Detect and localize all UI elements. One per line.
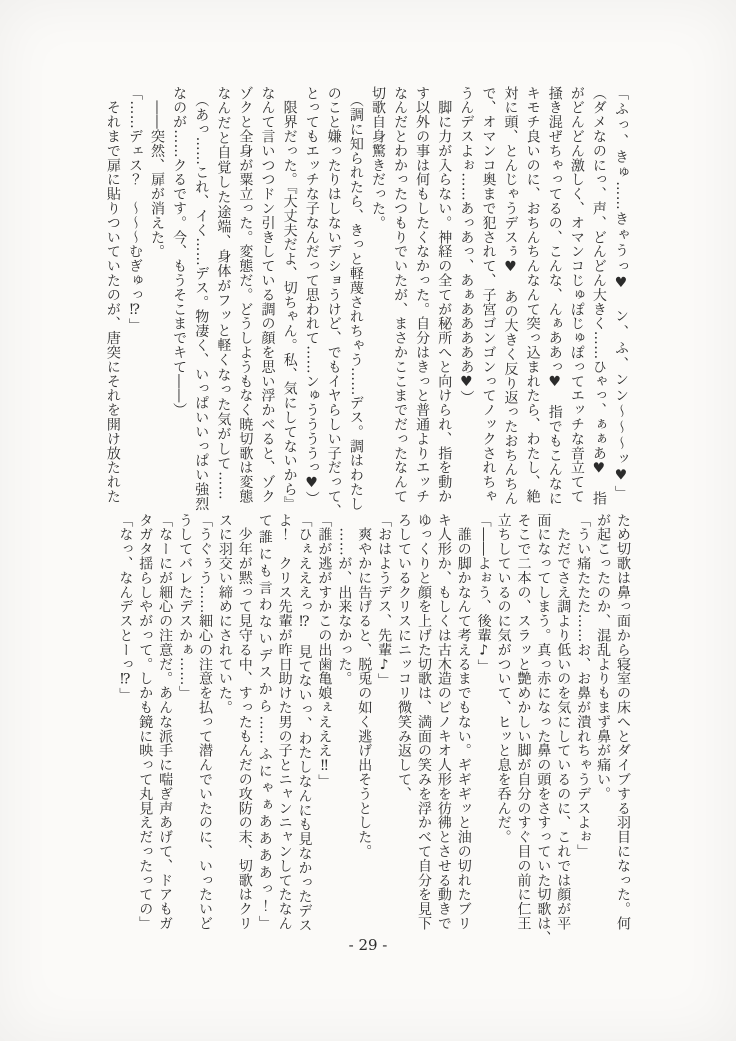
text-column: 「なーにが細心の注意だ。あんな派手に喘ぎ声あげて、ドアもガ: [157, 513, 174, 931]
text-column: 対に頭、とんじゃうデスぅ♥ あの大きく反り返ったおちんちん: [502, 86, 519, 506]
text-column: 「おはようデス、先輩♪」: [376, 513, 393, 688]
page-number: - 29 -: [348, 936, 388, 954]
text-column: ため切歌は鼻っ面から寝室の床へとダイブする羽目になった。何: [615, 513, 631, 931]
text-column: なのが……クるです。今、もうそこまでキて――）: [171, 86, 188, 418]
text-column: 「――よぉう、後輩♪」: [475, 513, 492, 674]
text-column: で、オマンコ奥まで犯されて、子宮ゴンゴンってノックされちゃ: [480, 86, 497, 504]
text-column: （ダメなのにっ、声、どんどん大きく……ひゃっ、ぁぁあ♥ 指: [590, 86, 607, 506]
text-column: ろしているクリスにニッコリ微笑み返して、: [396, 513, 413, 801]
text-column: がどんどん激しく、オマンコじゅぽじゅぽってエッチな音立てて: [568, 86, 585, 504]
text-column: 「うぐぅう……細心の注意を払って潜んでいたのに、いったいど: [196, 513, 213, 931]
text-column: とってもエッチな子なんだって思われて……ンゅううううっ♥）: [303, 86, 320, 506]
text-column: す以外の事は何もしたくなかった。自分はきっと普通よりエッチ: [414, 86, 431, 504]
text-column: ゾクと全身が粟立った。変態だ。どうしようもなく暁切歌は変態: [237, 86, 254, 504]
text-column: 少年が黙って見守る中、すったもんだの攻防の末、切歌はクリ: [236, 513, 253, 931]
text-column: うしてバレたデスかぁ……」: [177, 513, 194, 701]
text-column: タガタ揺らしやがって。しかも鏡に映って丸見えだったっての」: [137, 513, 154, 931]
text-column: そこで二本の、スラッと艶めかしい脚が自分のすぐ目の前に仁王: [515, 513, 532, 931]
text-column: （あっ……これ、イく……デス。物凄く、いっぱいいっぱい強烈: [193, 86, 210, 511]
text-column: ――突然、扉が消えた。: [149, 86, 166, 259]
text-column: なんだと自覚した途端、身体がフッと軽くなった気がして……: [215, 86, 232, 500]
text-column: 「誰が逃がすかこの出歯亀娘ぇえええ‼」: [316, 513, 333, 789]
text-column: 面になってしまう。真っ赤になった鼻の頭をさすっていた切歌は、: [535, 513, 552, 945]
upper-text-block: [102, 86, 632, 518]
text-column: キモチ良いのに、おちんちんなんて突っ込まれたら、わたし、絶: [524, 86, 541, 504]
text-column: 「なっ、なんデスとーっ⁉」: [117, 513, 134, 703]
text-column: 立ちしているのに気がついて、ヒッと息を呑んだ。: [495, 513, 512, 845]
text-column: それまで扉に貼りついていたのが、唐突にそれを開け放たれた: [104, 86, 121, 504]
text-column: 爽やかに告げると、脱兎の如く逃げ出そうとした。: [356, 513, 373, 859]
text-column: （調に知られたら、きっと軽蔑されちゃう……デス。調はわたし: [347, 86, 364, 511]
text-column: が起こったのか、混乱よりもまず鼻が痛い。: [595, 513, 612, 801]
text-column: スに羽交い締めにされていた。: [216, 513, 233, 715]
text-column: 切歌自身驚きだった。: [369, 86, 386, 230]
text-column: うんデスよぉ……あっあっ、あぁあああああ♥）: [458, 86, 475, 405]
text-column: 脚に力が入らない。神経の全てが秘所へと向けられ、指を動か: [436, 86, 453, 504]
text-column: ただでさえ調より低いのを気にしているのに、これでは顔が平: [555, 513, 572, 931]
text-column: 掻き混ぜちゃってるの、こんな、んぁああっ♥ 指でもこんなに: [546, 86, 563, 506]
text-column: なんて言いつつドン引きしている調の顔を思い浮かべると、ゾク: [259, 86, 276, 504]
text-column: よ！ クリス先輩が昨日助けた男の子とニャンニャンしてたなん: [276, 513, 293, 931]
text-column: 「うい痛たたた……お、お鼻が潰れちゃうデスよぉ」: [575, 513, 592, 859]
text-column: 「ひぇえええっ⁉ 見てないっ、わたしなんにも見なかったデス: [296, 513, 313, 933]
text-column: なんだとわかったつもりでいたが、まさかここまでだったなんて: [392, 86, 409, 504]
text-column: 「……デェス？ ～～～むぎゅっ⁉」: [126, 86, 143, 333]
text-column: ゆっくりと顔を上げた切歌は、満面の笑みを浮かべて自分を見下: [415, 513, 432, 931]
text-column: ……が、出来なかった。: [336, 513, 353, 686]
text-column: 誰の脚かなんて考えるまでもない。ギギギッと油の切れたブリ: [455, 513, 472, 931]
text-column: 限界だった。『大丈夫だよ、切ちゃん。私、気にしてないから』: [281, 86, 298, 511]
text-column: キ人形か、もしくは古木造のピノキオ人形を彷彿とさせる動きで: [435, 513, 452, 931]
text-column: て誰にも言わないデスから……ふにゃぁああああっ！」: [256, 513, 273, 930]
text-column: 「ふっ、きゅ……きゃうっ♥ ン、ふ、ンン～～～ッ♥」: [613, 86, 629, 500]
text-column: のこと嫌ったりはしないデショうけど、でもイヤらしい子だって、: [325, 86, 342, 518]
